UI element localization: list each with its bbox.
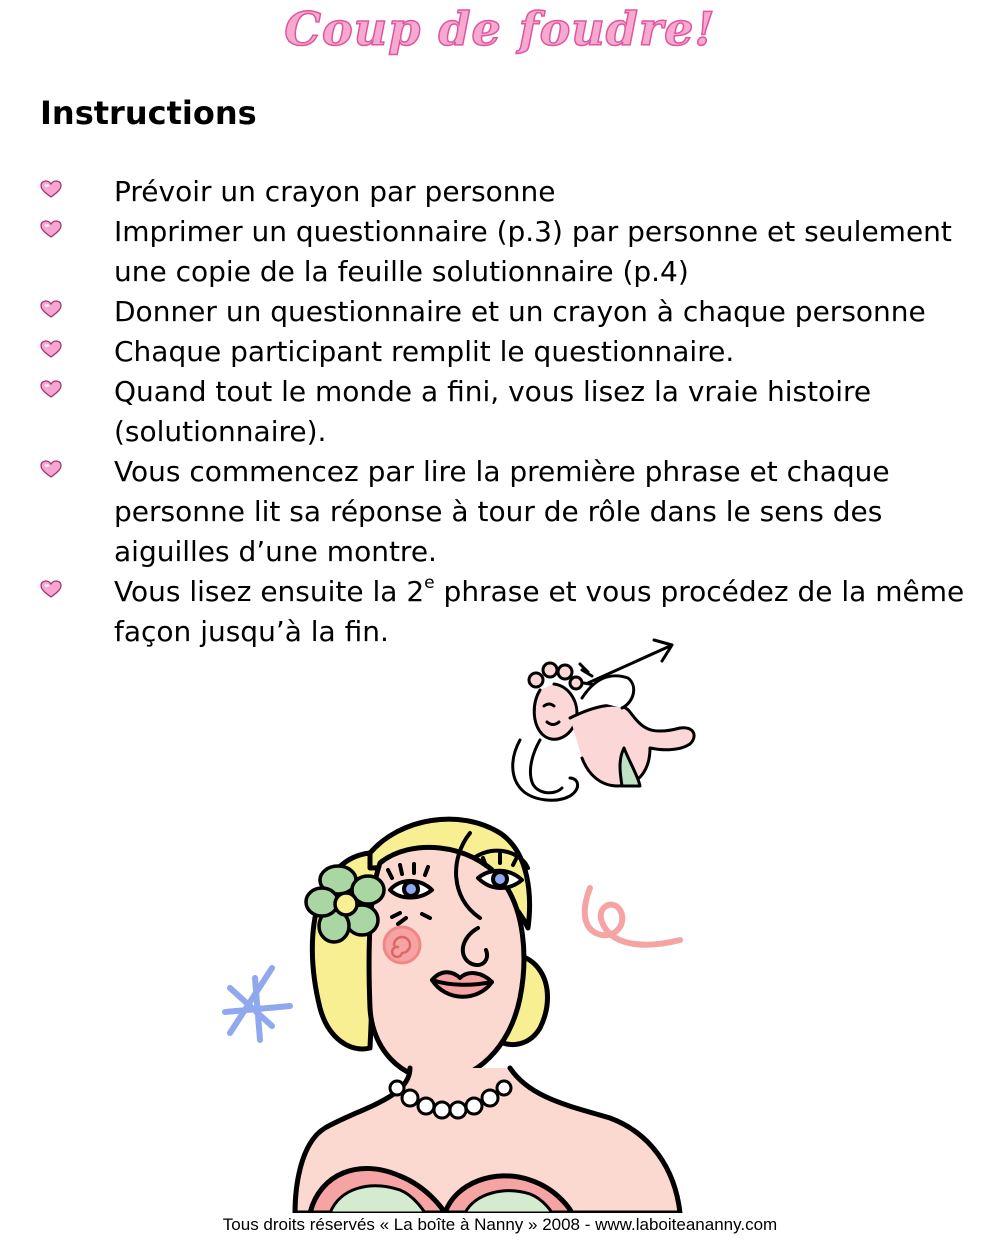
- instructions-heading: Instructions: [40, 94, 257, 132]
- cupid-drawing: [513, 640, 694, 800]
- list-item: [0, 172, 1000, 212]
- blue-star-decoration: [225, 968, 290, 1040]
- instruction-text: Vous commencez par lire la première phrase et chaque personne lit sa réponse à tour de rôle dans le sens des aiguilles d’une montre.: [114, 455, 890, 568]
- heart-icon: [40, 220, 62, 238]
- heart-icon: [40, 460, 62, 478]
- list-item: [0, 372, 1000, 452]
- heart-icon: [40, 340, 62, 358]
- instruction-text: Imprimer un questionnaire (p.3) par personne et seulement une copie de la feuille solutionnaire (p.4): [114, 215, 952, 288]
- heart-icon: [40, 300, 62, 318]
- list-item: [0, 292, 1000, 332]
- instruction-text: Quand tout le monde a fini, vous lisez la vraie histoire (solutionnaire).: [114, 375, 872, 448]
- page-title: Coup de foudre!: [284, 2, 716, 56]
- instruction-text: Prévoir un crayon par personne: [114, 175, 556, 208]
- list-item: [0, 452, 1000, 572]
- cupid-and-woman-illustration: [210, 628, 730, 1213]
- ordinal-superscript: e: [424, 572, 435, 593]
- heart-icon: [40, 180, 62, 198]
- list-item: [0, 212, 1000, 292]
- heart-icon: [40, 380, 62, 398]
- heart-icon: [40, 580, 62, 598]
- copyright-footer: Tous droits réservés « La boîte à Nanny » 2008 - www.laboiteananny.com: [222, 1215, 778, 1234]
- instructions-list: [0, 172, 1000, 652]
- instruction-text-end: phrase et vous procédez de la même façon jusqu’à la fin.: [114, 575, 965, 648]
- pink-swirl-decoration: [585, 888, 680, 945]
- instruction-text: Donner un questionnaire et un crayon à chaque personne: [114, 295, 926, 328]
- list-item: [0, 332, 1000, 372]
- instruction-text: Chaque participant remplit le questionnaire.: [114, 335, 735, 368]
- instruction-text-start: Vous lisez ensuite la 2: [114, 575, 425, 608]
